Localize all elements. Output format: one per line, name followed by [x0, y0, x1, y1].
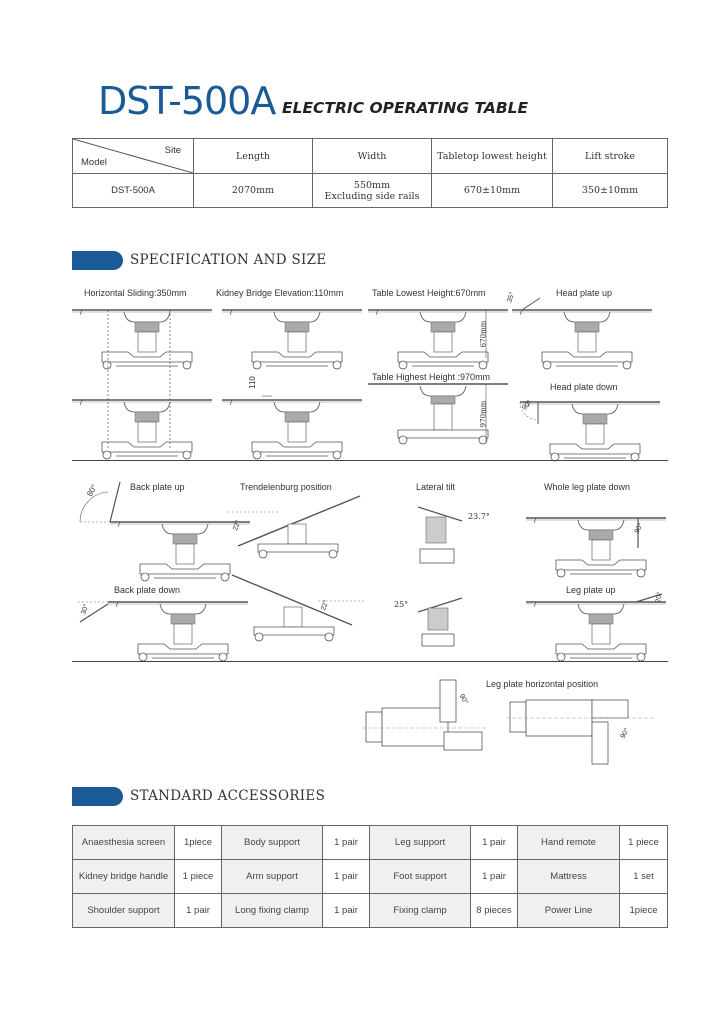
cell-lowest-height: 670±10mm — [432, 174, 553, 208]
spec-table-row — [73, 174, 668, 208]
col-width: Width — [313, 139, 432, 174]
spec-table-header — [73, 139, 668, 174]
accessory-qty: 1 piece — [620, 826, 668, 860]
accessories-row — [73, 860, 668, 894]
label-trend-angle-1: 22° — [232, 519, 243, 532]
accessory-name: Fixing clamp — [370, 894, 471, 928]
accessory-qty: 1 pair — [175, 894, 222, 928]
label-highest-dim: 970mm — [479, 400, 488, 428]
label-highest-height: Table Highest Height :970mm — [372, 372, 491, 382]
leg-horizontal-drawing-1 — [362, 676, 488, 756]
label-head-up: Head plate up — [556, 288, 613, 298]
model-title: DST-500A — [98, 79, 276, 123]
horizontal-sliding-drawing — [72, 310, 212, 450]
accessory-qty: 1piece — [620, 894, 668, 928]
label-whole-leg-angle: 90° — [633, 522, 645, 535]
accessory-qty: 1 piece — [175, 860, 222, 894]
cell-width-line2: Excluding side rails — [324, 190, 420, 202]
cell-length: 2070mm — [194, 174, 313, 208]
accessory-name: Hand remote — [518, 826, 620, 860]
accessory-name: Anaesthesia screen — [73, 826, 175, 860]
back-down-drawing — [78, 602, 218, 662]
col-lift-stroke: Lift stroke — [553, 139, 668, 174]
accessory-qty: 1 pair — [471, 826, 518, 860]
label-trendelenburg: Trendelenburg position — [240, 482, 332, 492]
label-horizontal-sliding: Horizontal Sliding:350mm — [84, 288, 187, 298]
corner-site-label: Site — [164, 145, 181, 156]
cell-width-line1: 550mm — [353, 179, 391, 191]
leg-up-drawing — [526, 602, 666, 662]
leg-horizontal-drawing-2 — [506, 696, 656, 766]
accessory-name: Power Line — [518, 894, 620, 928]
accessory-name: Body support — [222, 826, 323, 860]
label-lowest-height: Table Lowest Height:670mm — [372, 288, 486, 298]
accessory-name: Arm support — [222, 860, 323, 894]
back-up-drawing — [80, 482, 220, 562]
accessory-name: Long fixing clamp — [222, 894, 323, 928]
section-spec-title: SPECIFICATION AND SIZE — [130, 252, 327, 268]
lateral-tilt-drawing-1 — [416, 505, 466, 565]
head-up-drawing — [512, 296, 652, 370]
accessory-qty: 1 pair — [323, 860, 370, 894]
lateral-tilt-drawing-2 — [416, 596, 466, 648]
corner-cell — [73, 139, 194, 174]
cell-model: DST-500A — [73, 174, 194, 208]
section-pill-icon — [72, 251, 123, 270]
label-lateral: Lateral tilt — [416, 482, 456, 492]
label-leg-h-angle-1: 90° — [457, 693, 469, 706]
label-leg-up-angle: 20° — [654, 591, 664, 604]
accessories-table — [72, 825, 668, 928]
label-kidney-dim: 110 — [247, 376, 257, 389]
label-back-down: Back plate down — [114, 585, 181, 595]
divider-line-2 — [72, 661, 668, 662]
accessory-qty: 1 pair — [323, 894, 370, 928]
kidney-bridge-drawing-1 — [222, 310, 362, 370]
col-length: Length — [194, 139, 313, 174]
cell-width — [313, 174, 432, 208]
accessory-name: Foot support — [370, 860, 471, 894]
divider-line-1 — [72, 460, 668, 461]
label-back-up: Back plate up — [130, 482, 185, 492]
label-trend-angle-2: 22° — [320, 599, 331, 612]
label-head-down: Head plate down — [550, 382, 618, 392]
label-leg-horizontal: Leg plate horizontal position — [486, 679, 599, 689]
accessory-qty: 1piece — [175, 826, 222, 860]
whole-leg-down-drawing — [526, 518, 666, 578]
accessories-row — [73, 894, 668, 928]
label-leg-up: Leg plate up — [566, 585, 616, 595]
label-whole-leg-down: Whole leg plate down — [544, 482, 631, 492]
accessory-qty: 1 set — [620, 860, 668, 894]
label-head-down-angle: 90° — [521, 399, 534, 412]
label-lowest-dim: 670mm — [479, 320, 488, 348]
spec-table — [72, 138, 668, 208]
label-kidney-bridge: Kidney Bridge Elevation:110mm — [216, 288, 344, 298]
accessory-qty: 8 pieces — [471, 894, 518, 928]
label-back-down-angle: 30° — [80, 603, 91, 616]
head-down-drawing — [520, 402, 660, 462]
label-lateral-angle-1: 23.7° — [468, 512, 490, 521]
kidney-bridge-drawing-2 — [222, 400, 362, 460]
accessory-qty: 1 pair — [471, 860, 518, 894]
section-pill-icon — [72, 787, 123, 806]
accessory-name: Shoulder support — [73, 894, 175, 928]
label-leg-h-angle-2: 90° — [619, 727, 631, 740]
cell-lift-stroke: 350±10mm — [553, 174, 668, 208]
accessory-name: Mattress — [518, 860, 620, 894]
trendelenburg-drawing-2 — [228, 575, 368, 645]
label-head-up-angle: 35° — [506, 291, 517, 304]
col-lowest-height: Tabletop lowest height — [432, 139, 553, 174]
label-lateral-angle-2: 25° — [394, 600, 409, 609]
accessory-name: Leg support — [370, 826, 471, 860]
accessory-qty: 1 pair — [323, 826, 370, 860]
accessories-row — [73, 826, 668, 860]
section-accessories-title: STANDARD ACCESSORIES — [130, 788, 326, 804]
section-accessories-header — [72, 785, 325, 807]
accessory-name: Kidney bridge handle — [73, 860, 175, 894]
product-subtitle: ELECTRIC OPERATING TABLE — [282, 99, 529, 117]
corner-model-label: Model — [81, 157, 107, 168]
section-spec-header — [72, 249, 327, 271]
trendelenburg-drawing-1 — [228, 496, 368, 566]
label-back-up-angle: 80° — [85, 483, 99, 498]
